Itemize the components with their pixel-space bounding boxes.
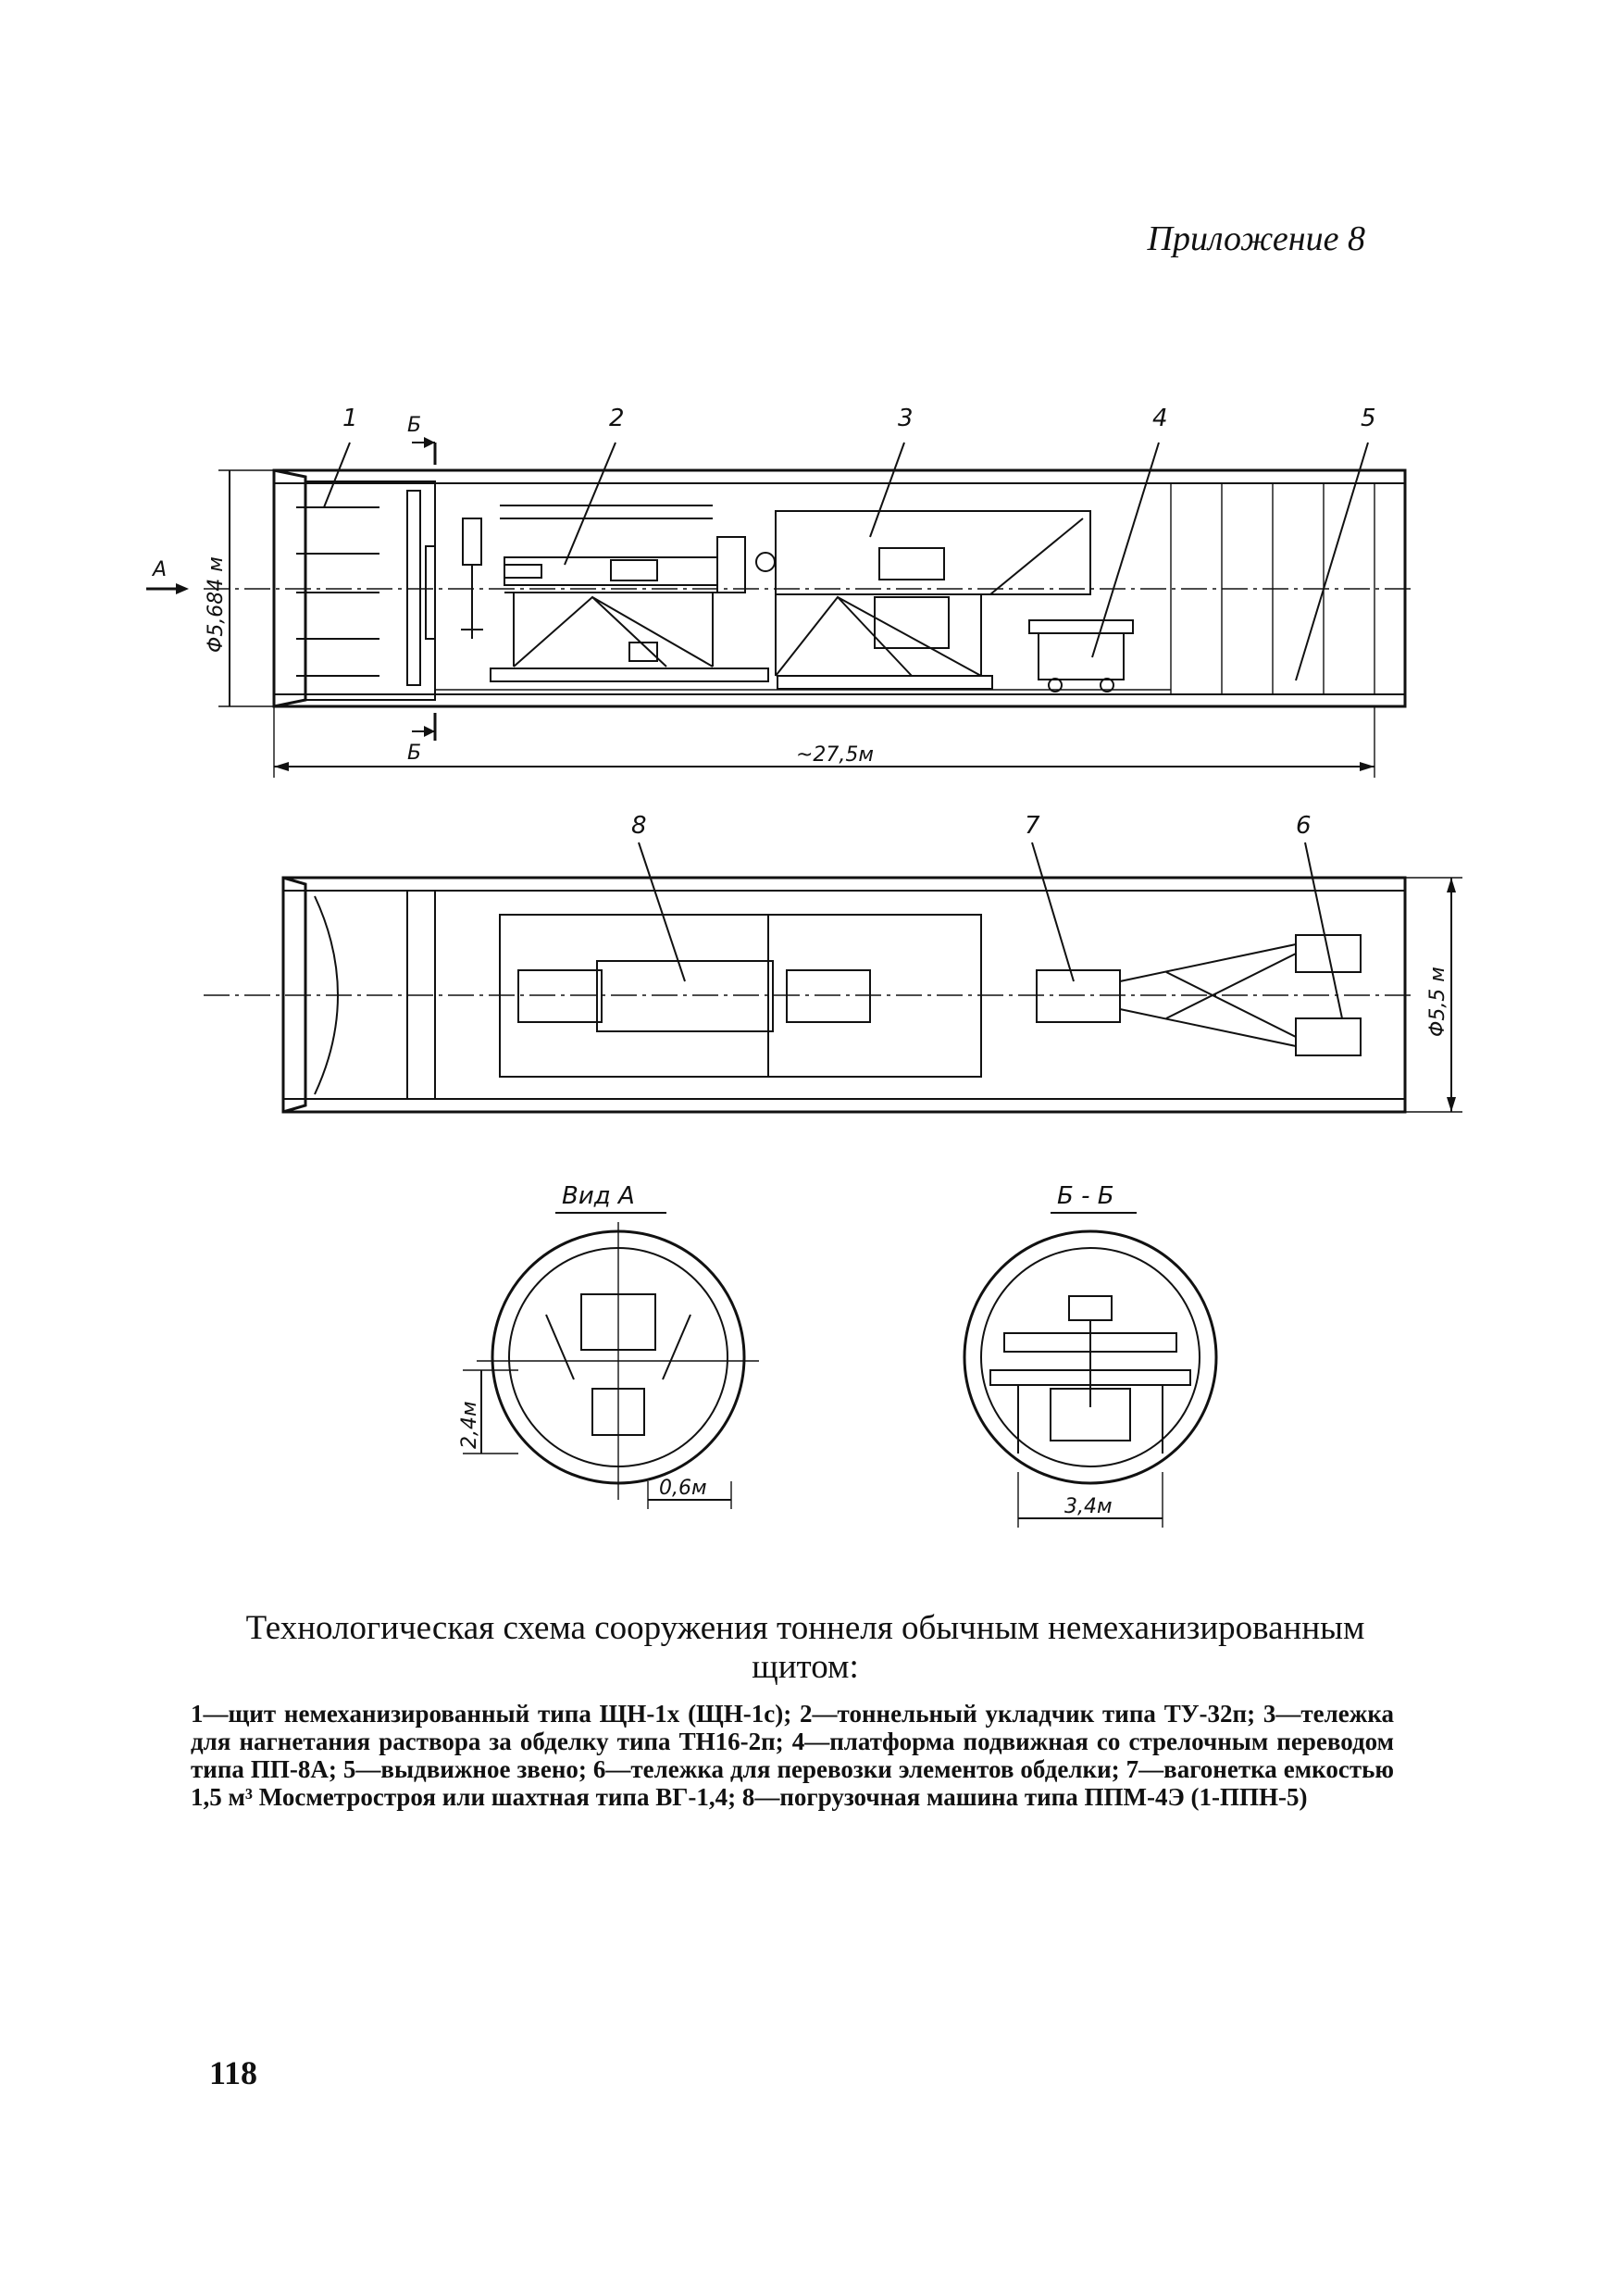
label-6: 6 <box>1296 812 1312 840</box>
view-a-arrow <box>146 558 189 594</box>
section-mark-bottom <box>407 713 435 765</box>
label-3: 3 <box>898 405 914 432</box>
plan-view <box>204 812 1462 1112</box>
width-b-label: 3,4м <box>1064 1495 1113 1518</box>
section-bb <box>964 1182 1216 1528</box>
grout-cart <box>756 511 1090 689</box>
length-label: ~27,5м <box>796 743 875 767</box>
caption-title: Технологическая схема сооружения тоннеля обычным немеханизированным щитом: <box>245 1609 1365 1686</box>
diameter-plan-label: Φ5,5 м <box>1426 967 1449 1037</box>
label-4: 4 <box>1152 405 1168 432</box>
page-number: 118 <box>209 2054 258 2091</box>
diameter-side-label: Φ5,684 м <box>205 556 228 653</box>
label-5: 5 <box>1361 405 1376 432</box>
view-mark-a: А <box>153 558 168 581</box>
height-a-label: 2,4м <box>458 1401 481 1449</box>
caption-legend: 1—щит немеханизированный типа ЩН-1х (ЩН-1с); 2—тоннельный укладчик типа ТУ-32п; 3—тележка для нагнетания раствора за обделку типа ТН16-2п; 4—платформа подвижная со стрелочным переводом типа ПП-8А; 5—выдвижное звено; 6—тележка для перевозки элементов обделки; 7—вагонетка емкостью 1,5 м³ Мосметростроя или шахтная типа ВГ-1,4; 8—погрузочная машина типа ППМ-4Э (1-ППН-5) <box>191 1700 1394 1811</box>
length-dimension <box>274 706 1374 778</box>
platform <box>1029 620 1133 692</box>
width-a-label: 0,6м <box>659 1477 707 1500</box>
view-a <box>458 1182 759 1509</box>
section-bb-title: Б - Б <box>1057 1182 1114 1210</box>
section-mark-b-top: Б <box>407 414 422 437</box>
diameter-dimension-plan <box>1405 878 1462 1112</box>
section-mark-top <box>407 414 435 465</box>
section-mark-b-bottom: Б <box>407 742 422 765</box>
side-elevation <box>146 405 1416 778</box>
label-2: 2 <box>609 405 625 432</box>
label-1: 1 <box>342 405 358 432</box>
appendix-heading: Приложение 8 <box>1147 219 1365 258</box>
view-a-title: Вид А <box>562 1182 635 1210</box>
label-7: 7 <box>1025 812 1040 840</box>
label-8: 8 <box>631 812 647 840</box>
erector-cart <box>461 505 768 681</box>
